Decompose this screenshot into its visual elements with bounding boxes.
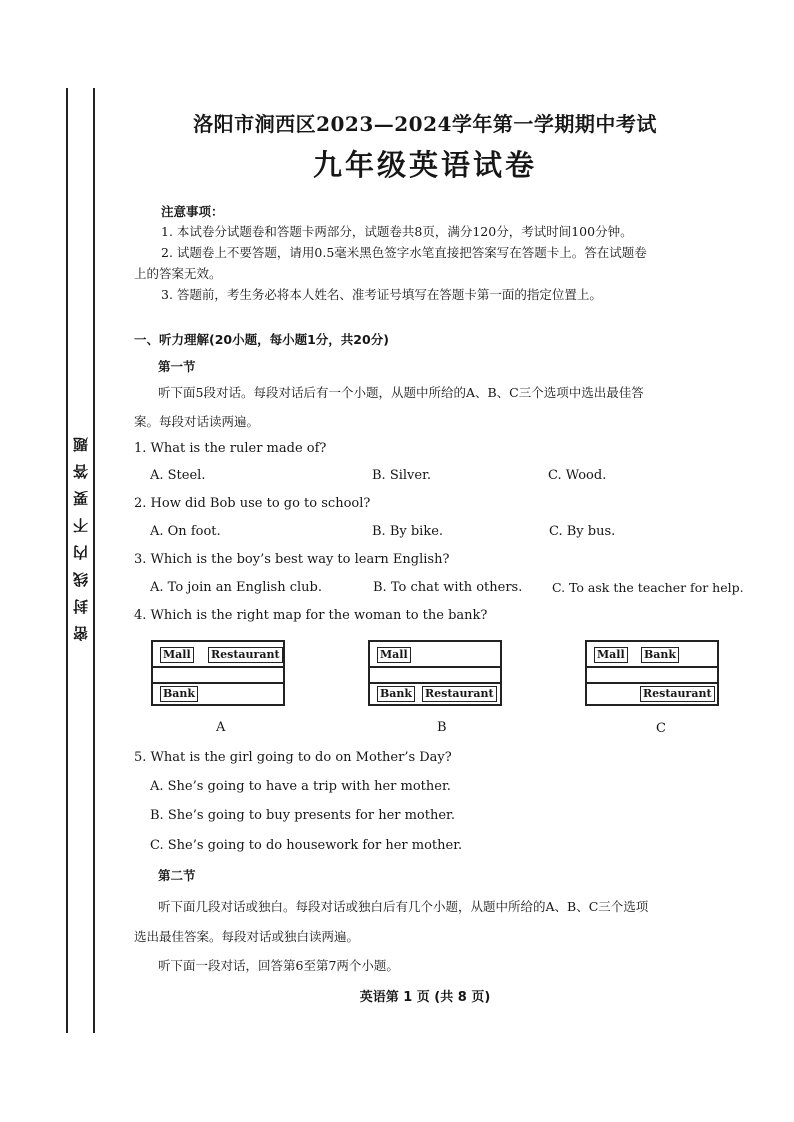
q3-option-b: B. To chat with others. (373, 580, 523, 595)
paper-title: 九年级英语试卷 (312, 148, 537, 182)
q2-option-c: C. By bus. (549, 524, 616, 539)
seal-warning (66, 418, 94, 648)
question-1: 1. What is the ruler made of? (134, 441, 327, 456)
q5-option-c: C. She’s going to do housework for her mother. (150, 838, 463, 853)
map-b (368, 640, 502, 706)
q3-option-a: A. To join an English club. (150, 580, 322, 595)
map-b-bank-label: Bank (377, 686, 415, 702)
notice-item-3: 3. 答题前，考生务必将本人姓名、准考证号填写在答题卡第一面的指定位置上。 (161, 287, 602, 302)
map-c-letter: C (656, 721, 666, 736)
q3-option-c: C. To ask the teacher for help. (552, 580, 744, 595)
map-b-restaurant-label: Restaurant (422, 686, 497, 702)
map-road (153, 666, 283, 684)
map-c-restaurant-label: Restaurant (640, 686, 715, 702)
seal-warning-text: 密封线内不要答题 (71, 425, 90, 641)
notice-heading: 注意事项： (161, 204, 224, 219)
q2-option-a: A. On foot. (150, 524, 221, 539)
exam-title: 洛阳市涧西区2023—2024学年第一学期期中考试 (193, 112, 657, 136)
map-b-mall-label: Mall (377, 647, 411, 663)
notice-item-1: 1. 本试卷分试题卷和答题卡两部分，试题卷共8页，满分120分，考试时间100分钟。 (161, 224, 633, 239)
q5-option-a: A. She’s going to have a trip with her mother. (150, 779, 451, 794)
section-heading: 一、听力理解(20小题，每小题1分，共20分) (134, 332, 389, 347)
question-4: 4. Which is the right map for the woman to the bank? (134, 608, 488, 623)
map-b-letter: B (437, 720, 447, 735)
map-c-bank-label: Bank (641, 647, 679, 663)
question-2: 2. How did Bob use to go to school? (134, 496, 371, 511)
q5-option-b: B. She’s going to buy presents for her mother. (150, 808, 455, 823)
map-a-restaurant-label: Restaurant (208, 647, 283, 663)
notice-item-2-cont: 上的答案无效。 (134, 266, 222, 281)
q2-option-b: B. By bike. (372, 524, 444, 539)
map-a-letter: A (216, 720, 226, 735)
map-c (585, 640, 719, 706)
part2-instruction: 听下面几段对话或独白。每段对话或独白后有几个小题，从题中所给的A、B、C三个选项 (158, 899, 649, 914)
page-number: 英语第 1 页 (共 8 页) (359, 990, 491, 1005)
q1-option-c: C. Wood. (548, 468, 607, 483)
part2-instruction-cont: 选出最佳答案。每段对话或独白读两遍。 (134, 929, 360, 944)
notice-item-2: 2. 试题卷上不要答题，请用0.5毫米黑色签字水笔直接把答案写在答题卡上。答在试题卷 (161, 245, 647, 260)
part2-title: 第二节 (158, 868, 196, 883)
map-c-mall-label: Mall (594, 647, 628, 663)
map-a-bank-label: Bank (160, 686, 198, 702)
question-5: 5. What is the girl going to do on Mother’s Day? (134, 750, 452, 765)
part2-dialogue-note: 听下面一段对话，回答第6至第7两个小题。 (158, 958, 399, 973)
map-a (151, 640, 285, 706)
map-road (587, 666, 717, 684)
question-3: 3. Which is the boy’s best way to learn English? (134, 552, 450, 567)
q1-option-b: B. Silver. (372, 468, 431, 483)
part1-instruction-cont: 案。每段对话读两遍。 (134, 414, 260, 429)
q1-option-a: A. Steel. (150, 468, 206, 483)
part1-title: 第一节 (158, 359, 196, 374)
map-road (370, 666, 500, 684)
part1-instruction: 听下面5段对话。每段对话后有一个小题，从题中所给的A、B、C三个选项中选出最佳答 (158, 385, 644, 400)
map-a-mall-label: Mall (160, 647, 194, 663)
